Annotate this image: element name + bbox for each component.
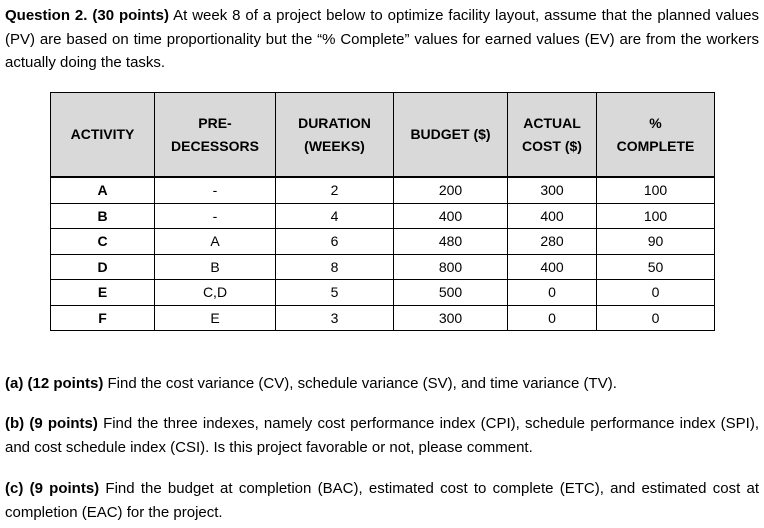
header-predecessors: PRE- DECESSORS	[155, 93, 276, 178]
cell-percent-complete: 0	[597, 280, 715, 306]
part-b-label: (b) (9 points)	[5, 415, 98, 432]
cell-activity: C	[51, 229, 155, 255]
cell-activity: E	[51, 280, 155, 306]
cell-predecessors: A	[155, 229, 276, 255]
cell-predecessors: B	[155, 254, 276, 280]
activity-table	[50, 92, 715, 331]
cell-duration: 4	[276, 203, 394, 229]
cell-actual-cost: 0	[508, 305, 597, 331]
table-body	[51, 177, 715, 331]
cell-budget: 800	[394, 254, 508, 280]
header-activity: ACTIVITY	[51, 93, 155, 178]
cell-budget: 200	[394, 177, 508, 203]
table-row	[51, 177, 715, 203]
cell-activity: D	[51, 254, 155, 280]
header-row	[51, 93, 715, 178]
table-row	[51, 280, 715, 306]
cell-predecessors: E	[155, 305, 276, 331]
cell-actual-cost: 400	[508, 254, 597, 280]
cell-activity: B	[51, 203, 155, 229]
header-budget: BUDGET ($)	[394, 93, 508, 178]
part-c-text: Find the budget at completion (BAC), estimated cost to complete (ETC), and estimated cost at completion (EAC) for the project.	[5, 480, 759, 521]
part-c	[5, 477, 759, 524]
cell-actual-cost: 0	[508, 280, 597, 306]
header-percent-complete: % COMPLETE	[597, 93, 715, 178]
part-a-text: Find the cost variance (CV), schedule variance (SV), and time variance (TV).	[103, 375, 617, 392]
cell-budget: 480	[394, 229, 508, 255]
table-header	[51, 93, 715, 178]
cell-predecessors: C,D	[155, 280, 276, 306]
cell-budget: 400	[394, 203, 508, 229]
cell-predecessors: -	[155, 177, 276, 203]
header-duration: DURATION (WEEKS)	[276, 93, 394, 178]
table-row	[51, 254, 715, 280]
cell-duration: 2	[276, 177, 394, 203]
cell-activity: A	[51, 177, 155, 203]
part-c-label: (c) (9 points)	[5, 480, 100, 497]
header-actual-cost: ACTUAL COST ($)	[508, 93, 597, 178]
table-row	[51, 229, 715, 255]
part-a	[5, 372, 759, 396]
cell-duration: 3	[276, 305, 394, 331]
table-row	[51, 203, 715, 229]
table-row	[51, 305, 715, 331]
question-intro	[5, 4, 759, 75]
cell-predecessors: -	[155, 203, 276, 229]
cell-duration: 5	[276, 280, 394, 306]
cell-percent-complete: 100	[597, 177, 715, 203]
part-a-label: (a) (12 points)	[5, 375, 104, 392]
question-text: At week 8 of a project below to optimize facility layout, assume that the planned values (PV) are based on time proportionality but the “% Complete” values for earned values (EV) are from the workers actually doing the tasks.	[5, 7, 760, 71]
cell-percent-complete: 90	[597, 229, 715, 255]
cell-percent-complete: 50	[597, 254, 715, 280]
cell-percent-complete: 100	[597, 203, 715, 229]
part-b-text: Find the three indexes, namely cost performance index (CPI), schedule performance index (SPI), and cost schedule index (CSI). Is this project favorable or not, please comment.	[5, 415, 759, 456]
part-b	[5, 412, 759, 459]
cell-budget: 500	[394, 280, 508, 306]
cell-activity: F	[51, 305, 155, 331]
cell-duration: 8	[276, 254, 394, 280]
cell-actual-cost: 280	[508, 229, 597, 255]
cell-actual-cost: 400	[508, 203, 597, 229]
cell-percent-complete: 0	[597, 305, 715, 331]
cell-duration: 6	[276, 229, 394, 255]
cell-actual-cost: 300	[508, 177, 597, 203]
cell-budget: 300	[394, 305, 508, 331]
question-label: Question 2. (30 points)	[5, 7, 169, 24]
